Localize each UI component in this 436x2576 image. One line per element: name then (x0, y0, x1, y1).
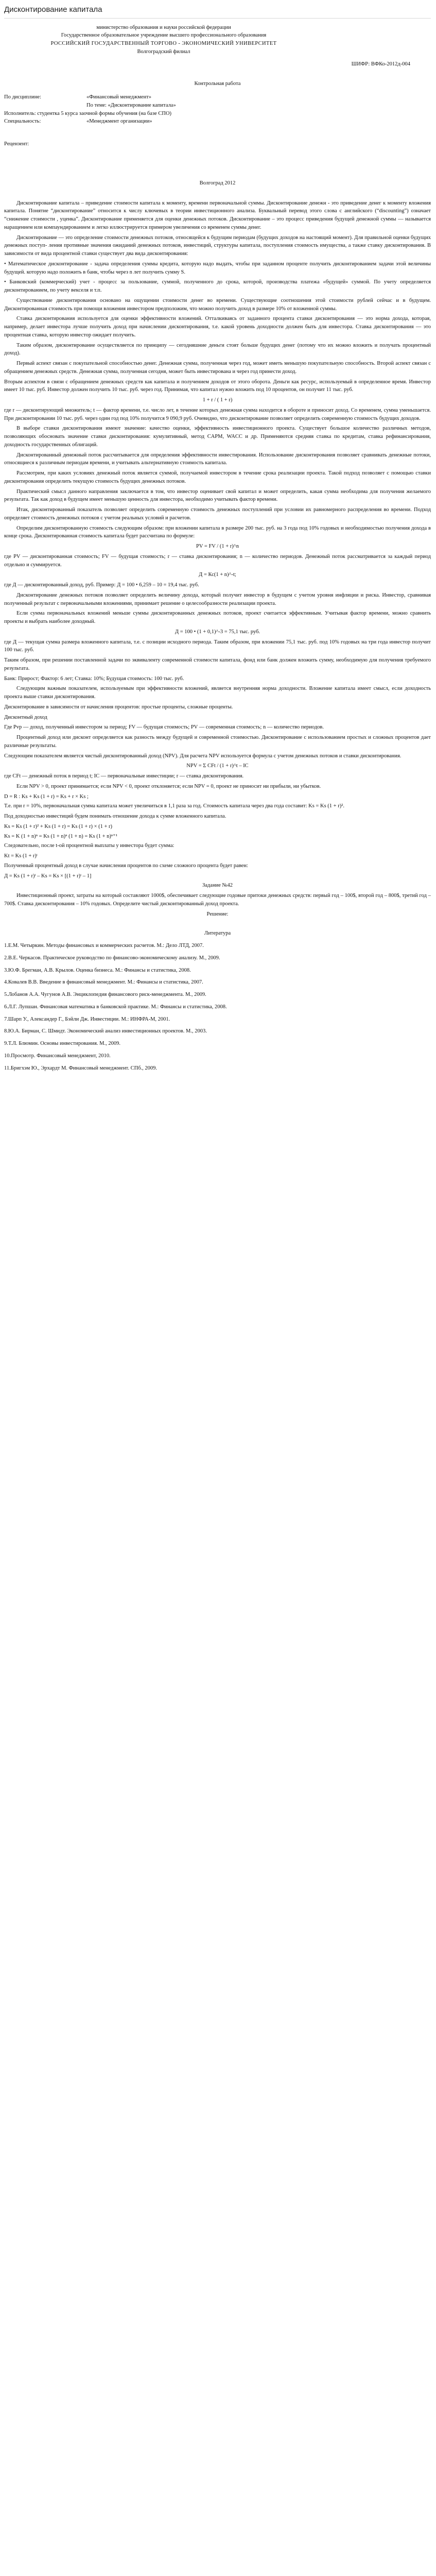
paragraph: Первый аспект связан с покупательной способностью денег. Денежная сумма, полученная через год, может иметь меньшую покупательную способность. Второй аспект связан с обращением денежных средств. Денежная сумма, полученная сегодня, может быть инвестирована и через год принести доход. (4, 361, 431, 375)
field-value: «Менеджмент организации» (86, 118, 152, 125)
paragraph: где CFt — денежный поток в период t; IC — первоначальные инвестиции; r — ставка дисконтирования. (4, 773, 244, 779)
paragraph: Следовательно, после t-ой процентной выплаты у инвестора будет сумма: (4, 843, 175, 849)
paragraph: Рассмотрим, при каких условиях денежный поток является суммой, получаемой инвестором в течение срока реализации проекта. Такой подход позволяет с помощью ставки дисконтирования определить текущую стоимость будущих денежных потоков. (4, 470, 431, 484)
paragraph: Процентный доход или дисконт определяется как разность между будущей и современной стоимостью. Дисконтирование с использованием простых и сложных процентов дает различные результаты. (4, 735, 431, 749)
paragraph: Т.е. при r = 10%, первоначальная сумма капитала может увеличиться в 1,1 раза за год. Стоимость капитала через два года составит: Ks = Ks (1 + r)². (4, 803, 344, 809)
document-title: Дисконтирование капитала (4, 4, 431, 19)
paragraph: где Д — дисконтированный доход, руб. Пример: Д = 100 • 6,259 – 10 = 19,4 тыс. руб. (4, 582, 199, 588)
paragraph: где r — дисконтирующий множитель; t — фактор времени, т.е. число лет, в течение которых денежная сумма находится в обороте и приносит доход. Со временем, сумма уменьшается. При дисконтировании 10 тыс. руб. через один год под 10% получится 9 090,9 руб. Очевидно, что дисконтирование позволяет определить современную стоимость будущих доходов. (4, 407, 431, 421)
paragraph: Определим дисконтированную стоимость следующим образом: при вложении капитала в размере 200 тыс. руб. на 3 года под 10% годовых и необходимостью получения дохода в конце срока. Дисконтированная стоимость капитала будет рассчитана по формуле: (4, 525, 431, 539)
paragraph: Дисконтный доход (4, 714, 47, 720)
paragraph: Дисконтирование капитала – приведение стоимости капитала к моменту, времени первоначальной суммы. Дисконтирование денежн - это приведение денег к моменту вложения капитала. Понятие “дисконтирование” относится к числу ключевых в теории инвестиционного анализа. Буквальный перевод этого слова с английского (“discounting”) означает “снижение стоимости , уценка”. Дисконтирование применяется для оценки денежных потоков. Дисконтирование – это процесс приведения будущей денежной суммы — называется наращением или компаундированием и легко иллюстрируется примером увеличения со временем суммы денег. (4, 200, 431, 230)
paragraph: Существование дисконтирования основано на ощущении стоимости денег во времени. Существующие соотношения этой стоимости рублей сейчас и в будущем. Дисконтированная стоимость при помощи вложения инвестором предположим, что можно получить доход в размере 10% от вложенной суммы. (4, 297, 431, 312)
cipher-code: ШИФР: ВФКо-2012д-004 (351, 61, 410, 67)
paragraph: • Банковский (коммерческий) учет - процесс за пользование, суммой, полученного до срока, которой, производства платежа «будущей» суммой. По учету определяется дисконтированием, по учету векселя и т.п. (4, 279, 431, 293)
field-row (4, 101, 431, 110)
paragraph: Если сумма первоначальных вложений меньше суммы дисконтированных денежных потоков, проект считается эффективным. Учитывая фактор времени, можно сравнить проекты и выбрать наиболее доходный. (4, 611, 431, 624)
formula-line: Д = 100 • (1 + 0,1)^-3 = 75,1 тыс. руб. (175, 629, 260, 635)
paragraph: Д = Ks (1 + r)ᵗ – Ks = Ks × [(1 + r)ᵗ – 1] (4, 873, 92, 879)
reviewer-label: Рецензент: (4, 141, 29, 147)
paragraph: Дисконтированный денежный поток рассчитывается для определения эффективности инвестирования. Использование дисконтирования позволяет сравнивать денежные потоки, относящиеся к различным периодам времени, и учитывать альтернативную стоимость капитала. (4, 452, 431, 466)
formula-line: Решение: (206, 911, 229, 917)
paragraph: Где Pvp — доход, полученный инвестором за период; FV — будущая стоимость; PV — современная стоимость; n — количество периодов. (4, 724, 324, 731)
literature-list (4, 942, 431, 1072)
paragraph: D = R : Ks + Ks (1 + r) = Ks + r × Ks ; (4, 793, 89, 800)
document-page (0, 0, 436, 1087)
paragraph: Инвестиционный проект, затраты на который составляют 1000$, обеспечивает следующие годовые притоки денежных средств: первый год – 100$, второй год – 800$, третий год – 700$. Ставка дисконтирования – 10% годовых. Определите чистый дисконтированный доход проекта. (4, 893, 431, 907)
field-value: «Финансовый менеджмент» (86, 94, 152, 100)
formula-line: Задание №42 (202, 883, 233, 889)
field-key: Специальность: (4, 118, 41, 125)
literature-title: Литература (204, 930, 231, 937)
literature-item: 1.Е.М. Четыркин. Методы финансовых и коммерческих расчетов. М.: Дело ЛТД, 2007. (4, 943, 204, 948)
paragraph: Практический смысл данного направления заключается в том, что инвестор оценивает свой капитал и может определить, какая сумма необходима для получения желаемого результата. Так как доход в будущем имеет меньшую ценность для инвестора, необходимо учитывать фактор времени. (4, 488, 431, 503)
literature-item: 3.Ю.Ф. Брегман, А.В. Крылов. Оценка бизнеса. М.: Финансы и статистика, 2008. (4, 967, 191, 973)
paragraph: Вторым аспектом в связи с обращением денежных средств как капитала и получением доходов от этого оборота. Деньги как ресурс, используемый в определенное время. Инвестор имеет 10 тыс. руб. Инвестор должен получить 10 тыс. руб. через год. Принимая, что капитал нужно вложить под 10 процентов, он получит 11 тыс. руб. (4, 379, 431, 393)
field-key (4, 101, 86, 110)
field-value: По теме: «Дисконтирование капитала» (86, 102, 176, 108)
field-key: По дисциплине: (4, 94, 41, 100)
paragraph: Полученный процентный доход в случае начисления процентов по схеме сложного процента будет равен: (4, 862, 248, 869)
field-row (4, 93, 431, 101)
literature-item: 4.Ковалев В.В. Введение в финансовый менеджмент. М.: Финансы и статистика, 2007. (4, 979, 203, 986)
paragraph: Банк: Прирост; Фактор: 6 лет; Ставка: 10%; Будущая стоимость: 100 тыс. руб. (4, 675, 184, 682)
paragraph: Под доходностью инвестиций будем понимать отношение дохода к сумме вложенного капитала. (4, 814, 226, 819)
literature-item: 2.В.Е. Черкасов. Практическое руководство по финансово-экономическому анализу. М., 2009. (4, 955, 220, 961)
branch-line: Волгоградский филиал (137, 48, 190, 55)
paragraph: Итак, дисконтированный показатель позволяет определить современную стоимость денежных поступлений при условии их равномерного распределения во времени. Подход определяет стоимость денежных потоков с учетом реальных условий и расчетов. (4, 507, 431, 521)
paragraph: Если NPV > 0, проект принимается; если NPV < 0, проект отклоняется; если NPV = 0, проект не приносит ни прибыли, ни убытков. (16, 783, 321, 789)
ministry-line: министерство образования и науки российской федерации (96, 24, 231, 30)
field-key: Исполнитель: студентка 5 курса заочной формы обучения (на базе СПО) (4, 110, 172, 116)
paragraph: где Д — текущая сумма размера вложенного капитала, т.е. с позиции исходного периода. Таким образом, при вложении 75,1 тыс. руб. под 10% годовых на три года инвестор получит 100 тыс. руб. (4, 639, 431, 653)
paragraph: Дисконтирование — это определение стоимости денежных потоков, относящейся к будущим периодам (будущих доходов на настоящий момент). Для правильной оценки будущих денежных поступ- ления противные значения ожиданий денежных потоков, инвестиций, структуры капитала, поступления стоимость имущества, а также ставку дисконтирования. В зависимости от вида процентной ставки существует два вида дисконтирования: (4, 234, 431, 257)
literature-item: 5.Лобанов А.А. Чугунов А.В. Энциклопедия финансового риск-менеджмента. М., 2009. (4, 992, 206, 997)
formula-line: PV = FV / (1 + r)^n (196, 544, 239, 549)
field-row (4, 117, 431, 126)
paragraph: где PV — дисконтированная стоимость; FV — будущая стоимость; r — ставка дисконтирования; n — количество периодов. Денежный поток рассматривается за каждый период отдельно и суммируется. (4, 553, 431, 568)
paragraph: Таким образом, дисконтирование осуществляется по принципу — сегодняшние деньги стоят больше будущих денег (потому что их можно вложить и получать процентный доход). (4, 342, 431, 357)
work-fields (4, 93, 431, 126)
paragraph: Ставка дисконтирования используется для оценки эффективности вложений. Отталкиваясь от заданного процента ставки дисконтирования — это норма дохода, которая, например, делает инвестора лучше получить доход при начислении дисконтирования, т.е. какой уровень доходности должен быть для инвестора. Ставка дисконтирования — это процентная ставка, которую инвестор ожидает получить. (4, 316, 431, 338)
paragraph: • Математическое дисконтирование - задача определения суммы кредита, которую надо выдать, чтобы при заданном проценте получить дисконтированием задачи этой величины будущей. которую надо положить в банк, чтобы через n лет получить сумму S. (4, 261, 431, 275)
paragraph: Дисконтирование в зависимости от начисления процентов: простые проценты, сложные проценты. (4, 704, 233, 710)
field-row (4, 110, 431, 118)
formula-line: Д = Кс(1 + n)^-t; (199, 572, 236, 578)
literature-item: 8.Ю.А. Бирман, С. Шмидт. Экономический анализ инвестиционных проектов. М., 2003. (4, 1028, 207, 1035)
literature-item: 10.Просмотр. Финансовый менеджмент, 2010. (4, 1053, 111, 1059)
literature-item: 11.Бригхэм Ю., Эрхардт М. Финансовый менеджмент. СПб., 2009. (4, 1065, 158, 1071)
formula-line: 1 + r / ( 1 + r) (202, 397, 233, 403)
paragraph: Kt = Ks (1 + r)ᵗ (4, 853, 38, 859)
paragraph: Ks = K (1 + n)ⁿ = Ks (1 + n)ⁿ (1 + n) = Ks (1 + n)ⁿ⁺¹ (4, 833, 117, 839)
paragraph: Дисконтирование денежных потоков позволяет определить величину дохода, который получит инвестор в будущем с учетом уровня инфляции и риска. Инвестор, сравнивая полученный результат с первоначальными вложениями, принимает решение о целесообразности реализации проекта. (4, 592, 431, 606)
document-body (4, 199, 431, 919)
paragraph: Таким образом, при решении поставленной задачи по эквиваленту современной стоимости капитала, фонд или банк должен вложить сумму, необходимую для получения требуемого результата. (4, 657, 431, 671)
formula-line: NPV = Σ CFt / (1 + r)^t – IC (186, 763, 249, 769)
paragraph: Следующим важным показателем, используемым при эффективности вложений, является внутренняя норма доходности. Вложение капитала имеет смысл, если доходность проекта выше ставки дисконтирования. (4, 686, 431, 700)
literature-item: 7.Шарп У., Александер Г., Бэйли Дж. Инвестиции. М.: ИНФРА-М, 2001. (4, 1016, 170, 1022)
literature-item: 9.Т.Л. Блюмин. Основы инвестирования. М., 2009. (4, 1041, 121, 1046)
paragraph: Следующим показателем является чистый дисконтированный доход (NPV). Для расчета NPV используется формула с учетом денежных потоков и ставки дисконтирования. (4, 753, 402, 759)
institution-header (20, 24, 308, 56)
city-year: Волгоград 2012 (199, 180, 236, 187)
work-type: Контрольная работа (194, 80, 241, 87)
literature-item: 6.Л.Г. Лупшан. Финансовая математика в банковской практике. М.: Финансы и статистика, 2008. (4, 1004, 227, 1010)
institution-line: Государственное образовательное учреждение высшего профессионального образования (61, 32, 267, 39)
paragraph: В выборе ставки дисконтирования имеют значение: качество оценки, эффективность инвестиционного проекта. Существует большое количество различных методов, позволяющих обосновать значение ставки дисконтирования: кумулятивный, метод CAPM, WACC и др. Применяются средняя ставка по кредитам, ставка рефинансирования, доходность государственных облигаций. (4, 426, 431, 448)
university-line: РОССИЙСКИЙ ГОСУДАРСТВЕННЫЙ ТОРГОВО - ЭКОНОМИЧЕСКИЙ УНИВЕРСИТЕТ (50, 41, 277, 46)
paragraph: Ks = Ks (1 + r)² + Ks (1 + r) = Ks (1 + r) × (1 + r) (4, 823, 113, 829)
